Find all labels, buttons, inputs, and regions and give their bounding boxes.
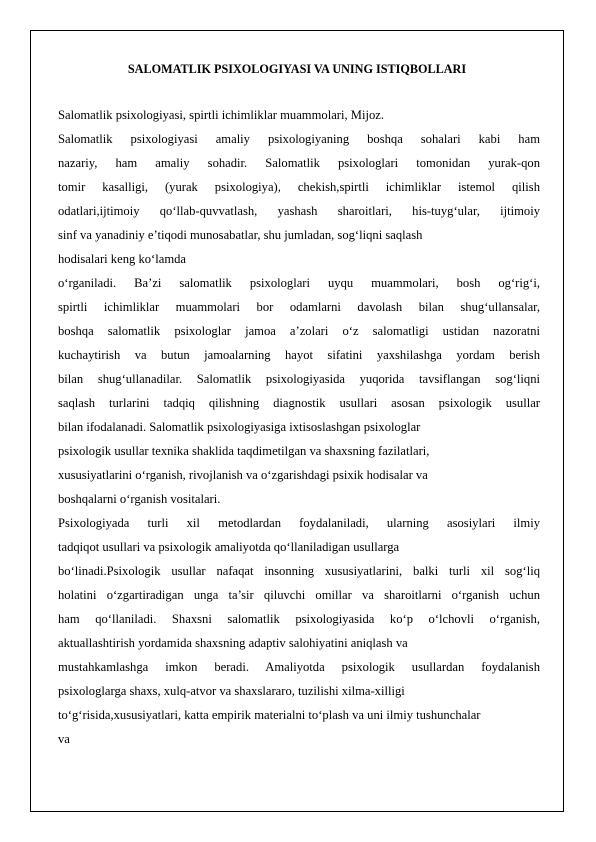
body-line: holatini o‘zgartiradigan unga ta’sir qiluvchi omillar va sharoitlarni o‘rganish uchun (58, 588, 540, 602)
body-line: bilan shug‘ullanadilar. Salomatlik psixologiyasida yuqorida tavsiflangan sog‘liqni (58, 372, 540, 386)
body-line: psixologik usullar texnika shaklida taqdimetilgan va shaxsning fazilatlari, (58, 444, 430, 458)
body-line: psixologlarga shaxs, xulq-atvor va shaxslararo, tuzilishi xilma-xilligi (58, 684, 405, 698)
body-line: tadqiqot usullari va psixologik amaliyotda qo‘llaniladigan usullarga (58, 540, 400, 554)
body-line: odatlari,ijtimoiy qo‘llab-quvvatlash, yashash sharoitlari, his-tuyg‘ular, ijtimoiy (58, 204, 540, 218)
body-line: va (58, 732, 70, 746)
body-line: spirtli ichimliklar muammolari bor odamlarni davolash bilan shug‘ullansalar, (58, 300, 540, 314)
body-line: saqlash turlarini tadqiq qilishning diagnostik usullari asosan psixologik usullar (58, 396, 540, 410)
body-line: tomir kasalligi, (yurak psixologiya), chekish,spirtli ichimliklar istemol qilish (58, 180, 540, 194)
body-line: Psixologiyada turli xil metodlardan foydalaniladi, ularning asosiylari ilmiy (58, 516, 540, 530)
body-line: boshqalarni o‘rganish vositalari. (58, 492, 221, 506)
body-line: mustahkamlashga imkon beradi. Amaliyotda psixologik usullardan foydalanish (58, 660, 540, 674)
body-line: Salomatlik psixologiyasi, spirtli ichimliklar muammolari, Mijoz. (58, 108, 385, 122)
body-line: nazariy, ham amaliy sohadir. Salomatlik psixologlari tomonidan yurak-qon (58, 156, 540, 170)
body-line: boshqa salomatlik psixologlar jamoa a’zolari o‘z salomatligi ustidan nazoratni (58, 324, 540, 338)
body-line: hodisalari keng ko‘lamda (58, 252, 186, 266)
body-line: aktuallashtirish yordamida shaxsning adaptiv salohiyatini aniqlash va (58, 636, 408, 650)
body-line: Salomatlik psixologiyasi amaliy psixologiyaning boshqa sohalari kabi ham (58, 132, 540, 146)
body-line: ham qo‘llaniladi. Shaxsni salomatlik psixologiyasida ko‘p o‘lchovli o‘rganish, (58, 612, 540, 626)
body-line: o‘rganiladi. Ba’zi salomatlik psixologlari uyqu muammolari, bosh og‘rig‘i, (58, 276, 540, 290)
body-line: kuchaytirish va butun jamoalarning hayot sifatini yaxshilashga yordam berish (58, 348, 540, 362)
body-line: bo‘linadi.Psixologik usullar nafaqat insonning xususiyatlarini, balki turli xil sog‘liq (58, 564, 540, 578)
body-line: xususiyatlarini o‘rganish, rivojlanish va o‘zgarishdagi psixik hodisalar va (58, 468, 428, 482)
body-line: sinf va yanadiniy e’tiqodi munosabatlar, shu jumladan, sog‘liqni saqlash (58, 228, 423, 242)
body-line: to‘g‘risida,xususiyatlari, katta empirik materialni to‘plash va uni ilmiy tushunchalar (58, 708, 481, 722)
body-line: bilan ifodalanadi. Salomatlik psixologiyasiga ixtisoslashgan psixologlar (58, 420, 421, 434)
document-title: SALOMATLIK PSIXOLOGIYASI VA UNING ISTIQBOLLARI (127, 62, 467, 76)
